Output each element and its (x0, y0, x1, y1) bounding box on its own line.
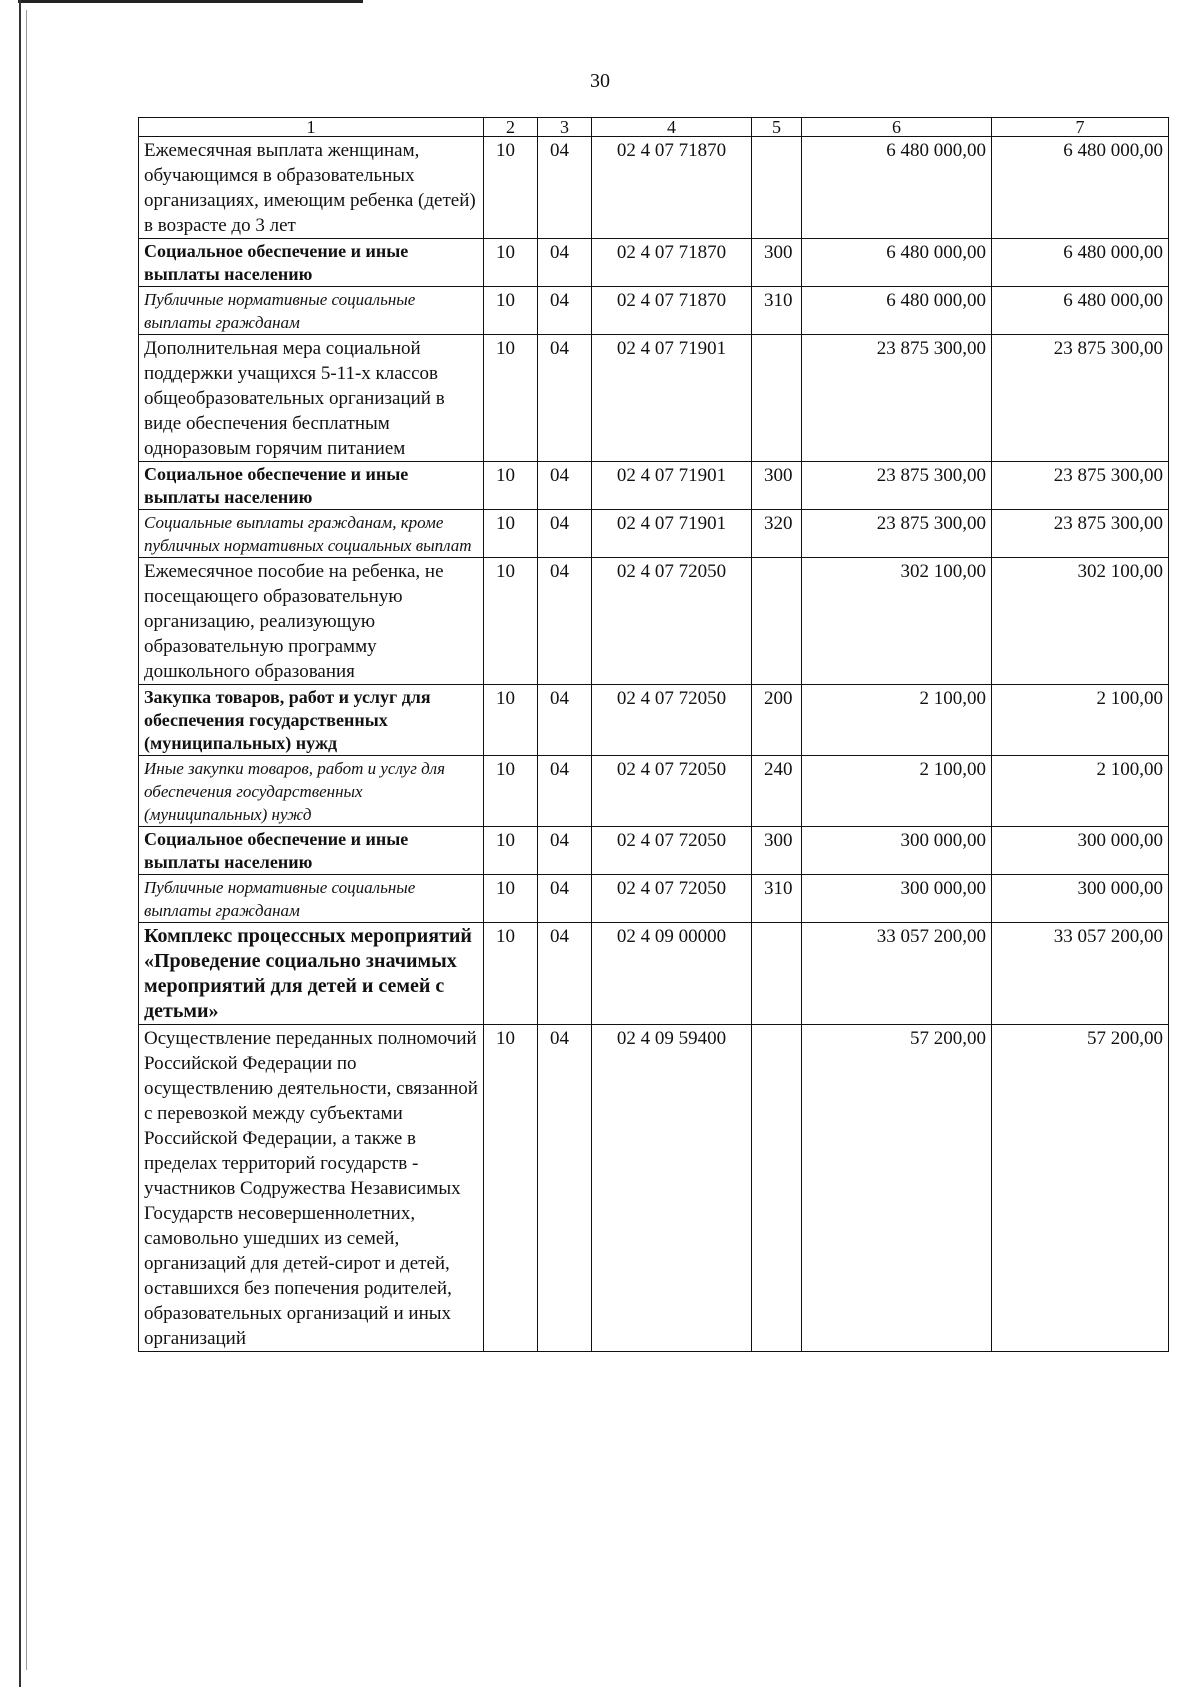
amount-year-2: 6 480 000,00 (992, 239, 1169, 287)
subsection-code: 04 (538, 756, 592, 827)
amount-year-1: 302 100,00 (802, 558, 992, 685)
section-code: 10 (484, 875, 538, 923)
amount-year-1: 300 000,00 (802, 827, 992, 875)
amount-year-1: 300 000,00 (802, 875, 992, 923)
section-code: 10 (484, 462, 538, 510)
target-article-code: 02 4 07 72050 (592, 685, 752, 756)
header-cell: 3 (538, 118, 592, 137)
expense-type-code: 310 (752, 875, 802, 923)
subsection-code: 04 (538, 462, 592, 510)
expense-type-code: 300 (752, 462, 802, 510)
section-code: 10 (484, 923, 538, 1025)
subsection-code: 04 (538, 510, 592, 558)
amount-year-1: 2 100,00 (802, 685, 992, 756)
table-row (139, 827, 1169, 875)
header-cell: 1 (139, 118, 484, 137)
target-article-code: 02 4 07 71870 (592, 239, 752, 287)
expense-type-code: 200 (752, 685, 802, 756)
header-cell: 5 (752, 118, 802, 137)
amount-year-1: 23 875 300,00 (802, 510, 992, 558)
item-name: Дополнительная мера социальной поддержки учащихся 5-11-х классов общеобразовательных организаций в виде обеспечения бесплатным одноразовым горячим питанием (139, 335, 484, 462)
amount-year-1: 6 480 000,00 (802, 137, 992, 239)
item-name: Ежемесячное пособие на ребенка, не посещающего образовательную организацию, реализующую образовательную программу дошкольного образования (139, 558, 484, 685)
item-name: Комплекс процессных мероприятий «Проведение социально значимых мероприятий для детей и семей с детьми» (139, 923, 484, 1025)
table-row (139, 923, 1169, 1025)
table-row (139, 462, 1169, 510)
table-row (139, 685, 1169, 756)
subsection-code: 04 (538, 558, 592, 685)
item-name: Публичные нормативные социальные выплаты гражданам (139, 875, 484, 923)
subsection-code: 04 (538, 1025, 592, 1352)
amount-year-2: 300 000,00 (992, 827, 1169, 875)
page-number: 30 (590, 70, 610, 92)
header-cell: 7 (992, 118, 1169, 137)
subsection-code: 04 (538, 923, 592, 1025)
expense-type-code (752, 1025, 802, 1352)
header-cell: 6 (802, 118, 992, 137)
amount-year-1: 2 100,00 (802, 756, 992, 827)
scan-edge-left (19, 0, 21, 1687)
target-article-code: 02 4 07 71870 (592, 137, 752, 239)
amount-year-2: 6 480 000,00 (992, 287, 1169, 335)
table-row (139, 875, 1169, 923)
amount-year-2: 23 875 300,00 (992, 510, 1169, 558)
subsection-code: 04 (538, 287, 592, 335)
table-row (139, 510, 1169, 558)
budget-table (138, 117, 1169, 1352)
subsection-code: 04 (538, 827, 592, 875)
table-row (139, 287, 1169, 335)
scan-edge-top (18, 0, 363, 3)
amount-year-2: 2 100,00 (992, 685, 1169, 756)
item-name: Социальное обеспечение и иные выплаты населению (139, 239, 484, 287)
item-name: Публичные нормативные социальные выплаты гражданам (139, 287, 484, 335)
section-code: 10 (484, 137, 538, 239)
section-code: 10 (484, 287, 538, 335)
item-name: Социальное обеспечение и иные выплаты населению (139, 462, 484, 510)
section-code: 10 (484, 827, 538, 875)
item-name: Осуществление переданных полномочий Российской Федерации по осуществлению деятельности, связанной с перевозкой между субъектами Российской Федерации, а также в пределах территорий государств - участников Содружества Независимых Государств несовершеннолетних, самовольно ушедших из семей, организаций для детей-сирот и детей, оставшихся без попечения родителей, образовательных организаций и иных организаций (139, 1025, 484, 1352)
expense-type-code (752, 923, 802, 1025)
item-name: Ежемесячная выплата женщинам, обучающимся в образовательных организациях, имеющим ребенка (детей) в возрасте до 3 лет (139, 137, 484, 239)
table-row (139, 137, 1169, 239)
amount-year-2: 6 480 000,00 (992, 137, 1169, 239)
item-name: Иные закупки товаров, работ и услуг для обеспечения государственных (муниципальных) нужд (139, 756, 484, 827)
target-article-code: 02 4 09 00000 (592, 923, 752, 1025)
header-cell: 2 (484, 118, 538, 137)
expense-type-code: 310 (752, 287, 802, 335)
amount-year-2: 57 200,00 (992, 1025, 1169, 1352)
header-cell: 4 (592, 118, 752, 137)
amount-year-1: 23 875 300,00 (802, 462, 992, 510)
amount-year-1: 6 480 000,00 (802, 239, 992, 287)
target-article-code: 02 4 07 72050 (592, 875, 752, 923)
section-code: 10 (484, 510, 538, 558)
amount-year-1: 6 480 000,00 (802, 287, 992, 335)
target-article-code: 02 4 07 72050 (592, 827, 752, 875)
subsection-code: 04 (538, 335, 592, 462)
subsection-code: 04 (538, 875, 592, 923)
amount-year-1: 23 875 300,00 (802, 335, 992, 462)
table-row (139, 1025, 1169, 1352)
expense-type-code (752, 137, 802, 239)
amount-year-2: 33 057 200,00 (992, 923, 1169, 1025)
table-row (139, 756, 1169, 827)
item-name: Закупка товаров, работ и услуг для обеспечения государственных (муниципальных) нужд (139, 685, 484, 756)
section-code: 10 (484, 1025, 538, 1352)
section-code: 10 (484, 685, 538, 756)
subsection-code: 04 (538, 137, 592, 239)
target-article-code: 02 4 07 71901 (592, 335, 752, 462)
header-row (139, 118, 1169, 137)
subsection-code: 04 (538, 685, 592, 756)
target-article-code: 02 4 09 59400 (592, 1025, 752, 1352)
expense-type-code: 320 (752, 510, 802, 558)
item-name: Социальные выплаты гражданам, кроме публичных нормативных социальных выплат (139, 510, 484, 558)
target-article-code: 02 4 07 72050 (592, 558, 752, 685)
subsection-code: 04 (538, 239, 592, 287)
section-code: 10 (484, 558, 538, 685)
amount-year-2: 300 000,00 (992, 875, 1169, 923)
expense-type-code: 240 (752, 756, 802, 827)
target-article-code: 02 4 07 71901 (592, 510, 752, 558)
target-article-code: 02 4 07 72050 (592, 756, 752, 827)
scan-edge-left-faint (26, 10, 27, 1670)
section-code: 10 (484, 335, 538, 462)
expense-type-code (752, 558, 802, 685)
amount-year-1: 33 057 200,00 (802, 923, 992, 1025)
expense-type-code: 300 (752, 239, 802, 287)
section-code: 10 (484, 756, 538, 827)
section-code: 10 (484, 239, 538, 287)
expense-type-code (752, 335, 802, 462)
target-article-code: 02 4 07 71870 (592, 287, 752, 335)
table-row (139, 239, 1169, 287)
target-article-code: 02 4 07 71901 (592, 462, 752, 510)
expense-type-code: 300 (752, 827, 802, 875)
amount-year-2: 23 875 300,00 (992, 335, 1169, 462)
table-row (139, 335, 1169, 462)
table-row (139, 558, 1169, 685)
amount-year-2: 2 100,00 (992, 756, 1169, 827)
item-name: Социальное обеспечение и иные выплаты населению (139, 827, 484, 875)
amount-year-1: 57 200,00 (802, 1025, 992, 1352)
amount-year-2: 23 875 300,00 (992, 462, 1169, 510)
amount-year-2: 302 100,00 (992, 558, 1169, 685)
